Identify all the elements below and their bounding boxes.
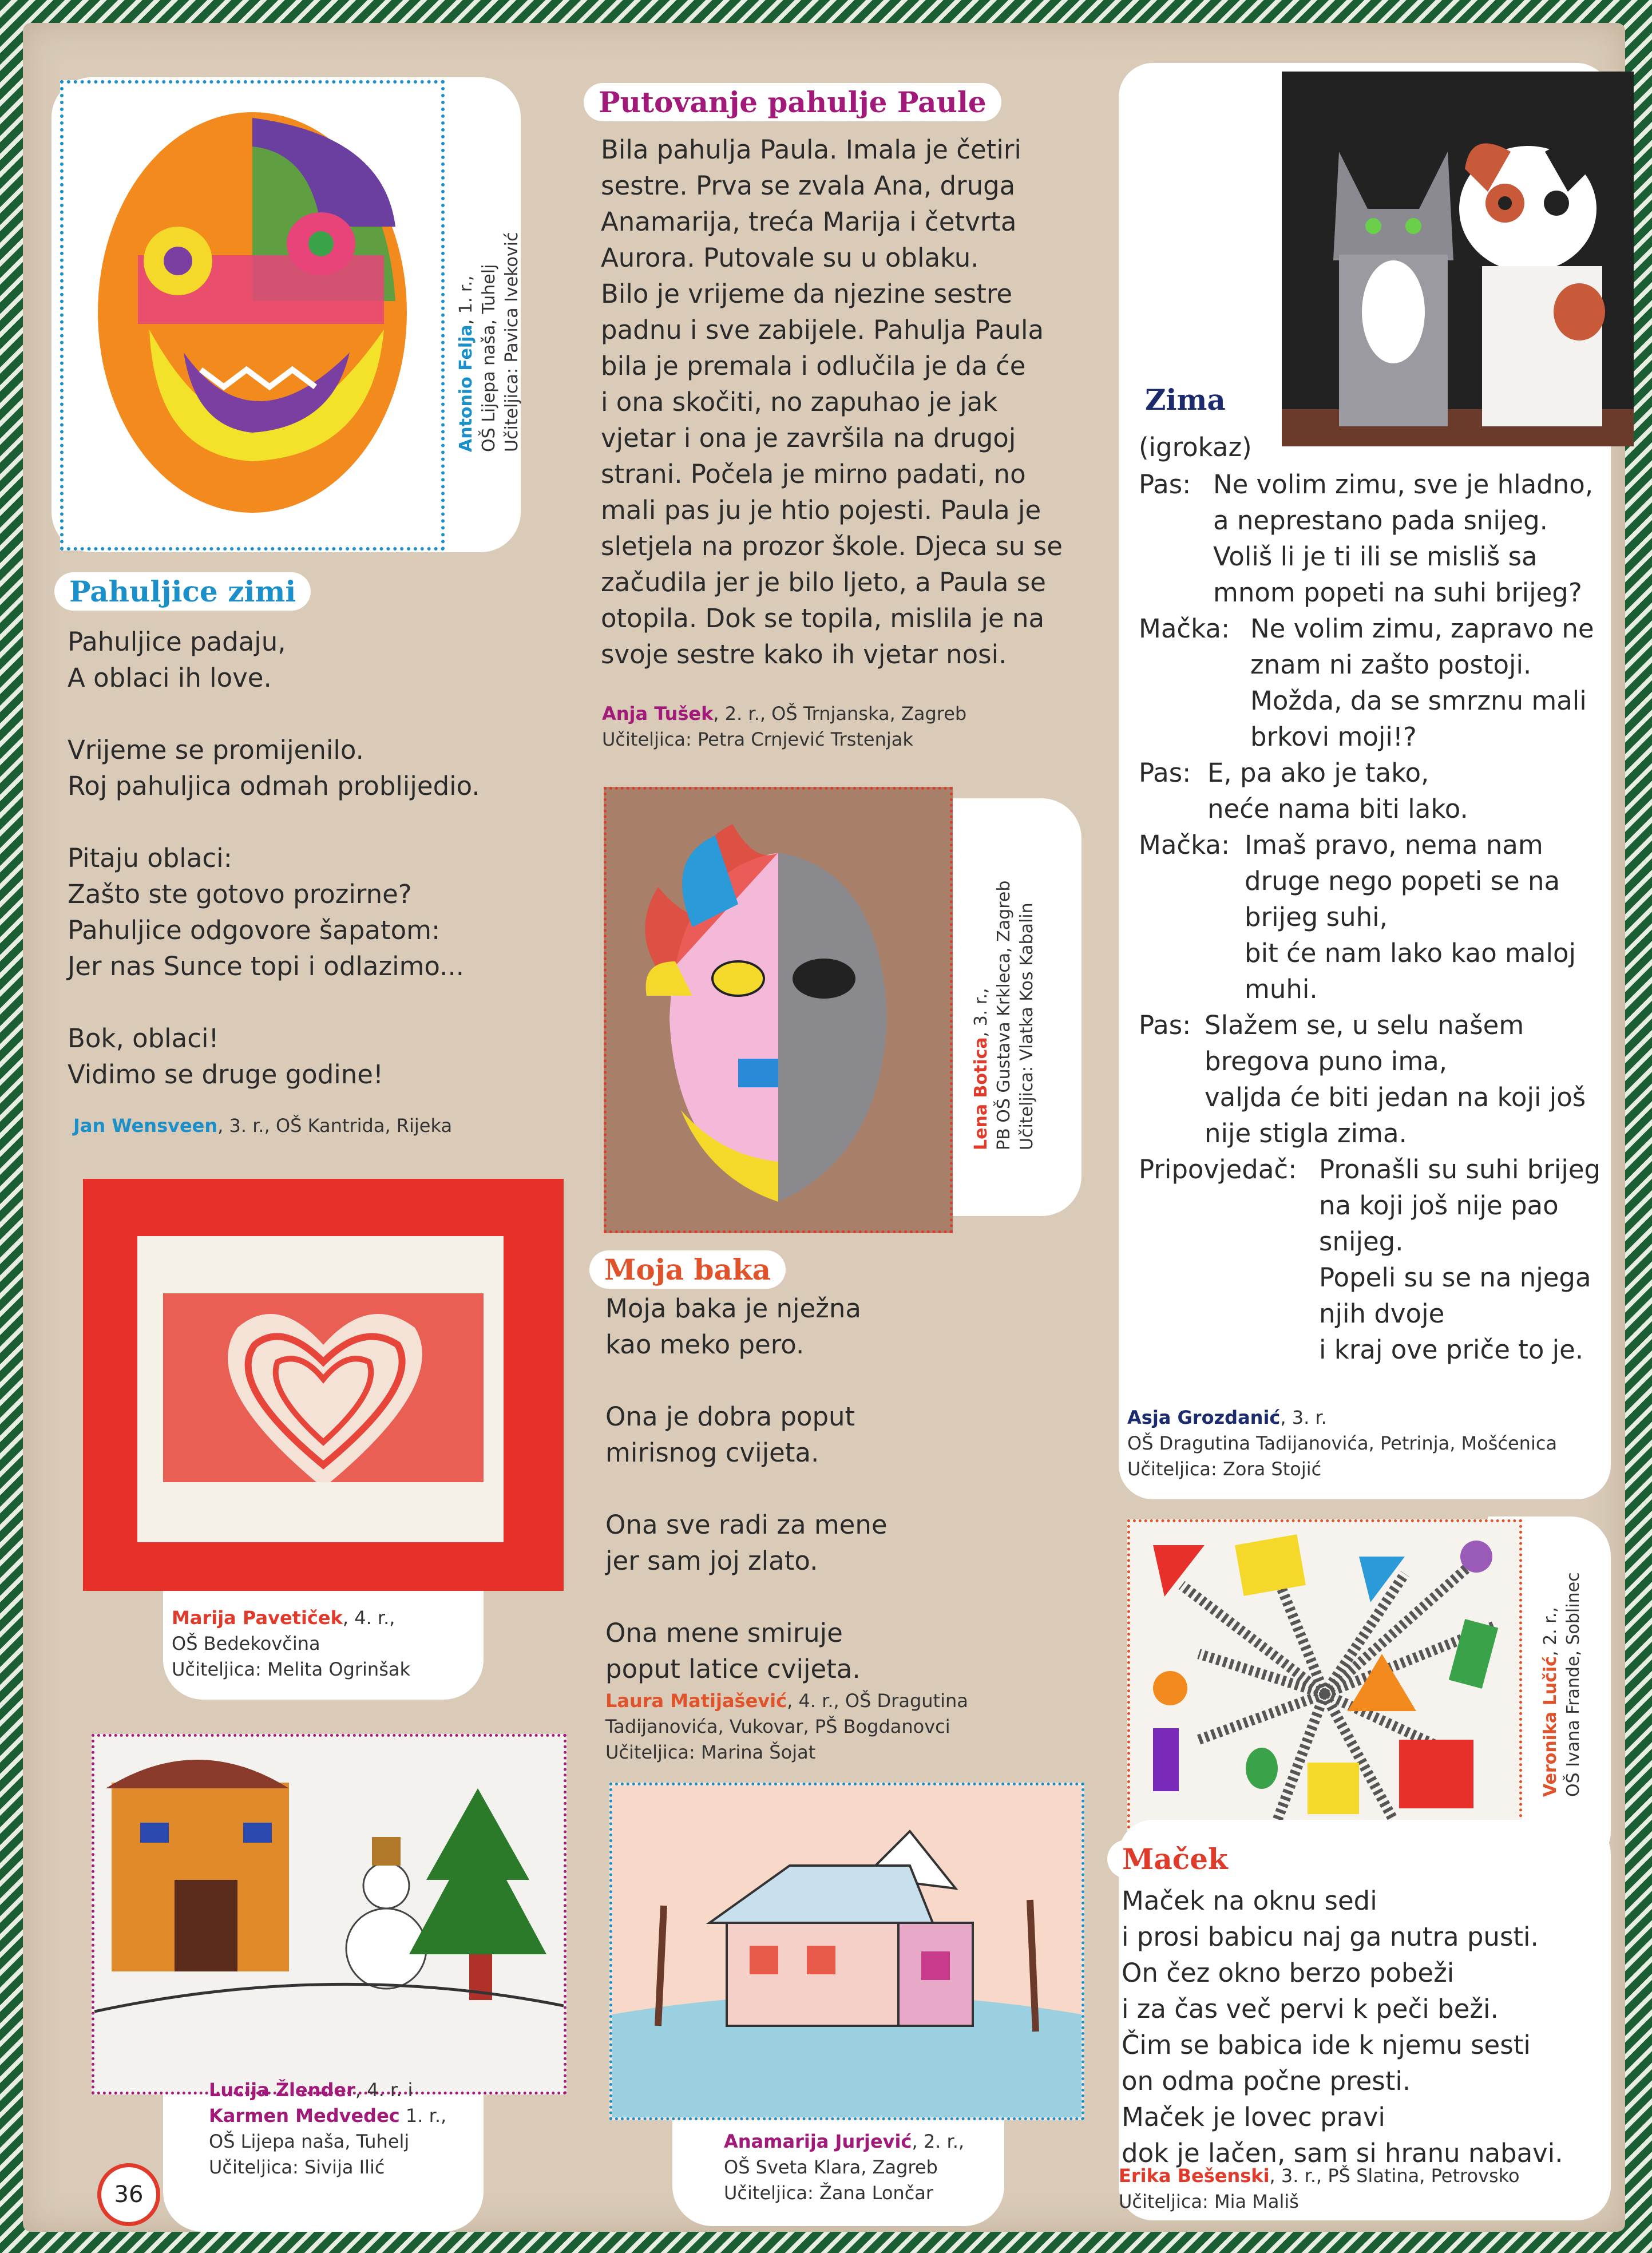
- speaker-pas-3: Pas:: [1139, 1010, 1191, 1040]
- speaker-macka-1: Mačka:: [1139, 613, 1230, 644]
- credit-veronika: Veronika Lučić, 2. r., OŠ Ivana Frande, Soblinec: [1540, 1572, 1583, 1797]
- credit-marija: Marija Pavetiček, 4. r., OŠ Bedekovčina Učiteljica: Melita Ogrinšak: [172, 1607, 411, 1680]
- artwork-marija-frame: [83, 1179, 564, 1591]
- speaker-pripovjedac: Pripovjedač:: [1139, 1154, 1297, 1185]
- line-6-1: Pronašli su suhi brijeg: [1319, 1154, 1601, 1185]
- artwork-anamarija-house: [612, 1785, 1081, 2117]
- artwork-lucija-winter: [94, 1737, 564, 2092]
- artwork-cat-dog-image: [1282, 72, 1634, 446]
- artwork-cat-dog: [1282, 72, 1634, 446]
- line-1-4: mnom popeti na suhi brijeg?: [1213, 577, 1582, 608]
- credit-erika: Erika Bešenski, 3. r., PŠ Slatina, Petrovsko Učiteljica: Mia Mališ: [1119, 2165, 1520, 2212]
- line-3-1: E, pa ako je tako,: [1207, 758, 1429, 788]
- credit-lena: Lena Botica, 3. r., PB OŠ Gustava Krkleca, Zagreb Učiteljica: Vlatka Kos Kabalin: [971, 880, 1037, 1150]
- line-1-3: Voliš li je ti ili se misliš sa: [1213, 541, 1538, 572]
- title-macek: Maček: [1107, 1840, 1243, 1878]
- story-putovanje-pahulje-paule: Bila pahulja Paula. Imala je četiri sestre. Prva se zvala Ana, druga Anamarija, treća Marija i četvrta Aurora. Putovale su u oblaku. Bilo je vrijeme da njezine sestre padnu i sve zabijele. Pahulja Paula bila je premala i odlučila je da će i ona skočiti, no zapuhao je jak vjetar i ona je završila na drugoj strani. Počela je mirno padati, no mali pas ju je htio pojesti. Paula je sletjela na prozor škole. Djeca su se začudila jer je bilo ljeto, a Paula se otopila. Dok se topila, mislila je na svoje sestre kako ih vjetar nosi.: [601, 134, 1063, 670]
- artwork-veronika-shapes: [1130, 1522, 1519, 1871]
- line-1-2: a neprestano pada snijeg.: [1213, 505, 1548, 536]
- credit-antonio: Antonio Felja, 1. r., OŠ Lijepa naša, Tuhelj Učiteljica: Pavica Iveković: [456, 232, 522, 452]
- line-6-3: snijeg.: [1319, 1226, 1404, 1257]
- credit-asja: Asja Grozdanić, 3. r. OŠ Dragutina Tadijanovića, Petrinja, Mošćenica Učiteljica: Zora Stojić: [1127, 1407, 1558, 1480]
- title-zima: Zima: [1130, 381, 1241, 419]
- line-6-4: Popeli su se na njega: [1319, 1262, 1591, 1293]
- credit-anamarija: Anamarija Jurjević, 2. r., OŠ Sveta Klara, Zagreb Učiteljica: Žana Lončar: [724, 2131, 965, 2204]
- poem-macek: Maček na oknu sedi i prosi babicu naj ga nutra pusti. On čez okno berzo pobeži i za čas več pervi k peči beži. Čim se babica ide k njemu sesti on odma počne presti. Maček je lovec pravi dok je lačen, sam si hranu nabavi.: [1122, 1886, 1563, 2168]
- line-2-2: znam ni zašto postoji.: [1250, 650, 1532, 680]
- speaker-pas-2: Pas:: [1139, 758, 1191, 788]
- line-6-6: i kraj ove priče to je.: [1319, 1335, 1584, 1365]
- line-5-2: bregova puno ima,: [1205, 1046, 1448, 1076]
- title-putovanje-pahulje-paule: Putovanje pahulje Paule: [584, 83, 1001, 121]
- line-4-4: bit će nam lako kao maloj: [1245, 938, 1576, 968]
- line-5-3: valjda će biti jedan na koji još: [1205, 1082, 1586, 1112]
- line-5-4: nije stigla zima.: [1205, 1118, 1407, 1149]
- dialogue-zima: [1139, 466, 1608, 1393]
- artwork-frame-lucija: [92, 1734, 566, 2094]
- speaker-pas-1: Pas:: [1139, 469, 1191, 500]
- poem-moja-baka: Moja baka je nježna kao meko pero. Ona je dobra poput mirisnog cvijeta. Ona sve radi za mene jer sam joj zlato. Ona mene smiruje poput latice cvijeta.: [605, 1293, 888, 1684]
- line-3-2: neće nama biti lako.: [1207, 794, 1468, 824]
- page-number: 36: [97, 2163, 160, 2226]
- poem-pahuljice-zimi: Pahuljice padaju, A oblaci ih love. Vrijeme se promijenilo. Roj pahuljica odmah problijedio. Pitaju oblaci: Zašto ste gotovo prozirne? Pahuljice odgovore šapatom: Jer nas Sunce topi i odlazimo... Bok, oblaci! Vidimo se druge godine!: [68, 627, 480, 1090]
- subtitle-igrokaz: (igrokaz): [1139, 432, 1252, 462]
- artwork-marija-heart: [83, 1179, 564, 1591]
- artwork-frame-anamarija: [609, 1783, 1084, 2120]
- title-moja-baka: Moja baka: [589, 1250, 786, 1289]
- title-pahuljice-zimi: Pahuljice zimi: [54, 572, 311, 611]
- line-4-1: Imaš pravo, nema nam: [1245, 830, 1543, 860]
- artwork-frame-lena: [604, 787, 953, 1233]
- line-4-5: muhi.: [1245, 974, 1318, 1004]
- credit-laura: Laura Matijašević, 4. r., OŠ Dragutina Tadijanovića, Vukovar, PŠ Bogdanovci Učiteljica: Marina Šojat: [605, 1690, 968, 1763]
- line-5-1: Slažem se, u selu našem: [1205, 1010, 1524, 1040]
- credit-lucija: Lucija Žlender, 4. r. i Karmen Medvedec 1. r., OŠ Lijepa naša, Tuhelj Učiteljica: Sivija Ilić: [209, 2079, 447, 2178]
- line-6-2: na koji još nije pao: [1319, 1190, 1559, 1221]
- artwork-antonio-face: [64, 84, 441, 547]
- speaker-macka-2: Mačka:: [1139, 830, 1230, 860]
- line-2-1: Ne volim zimu, zapravo ne: [1250, 613, 1594, 644]
- line-1-1: Ne volim zimu, sve je hladno,: [1213, 469, 1594, 500]
- line-4-3: brijeg suhi,: [1245, 902, 1388, 932]
- line-4-2: druge nego popeti se na: [1245, 866, 1560, 896]
- artwork-frame-antonio: [60, 80, 445, 551]
- line-2-3: Možda, da se smrznu mali: [1250, 686, 1587, 716]
- line-6-5: njih dvoje: [1319, 1298, 1445, 1329]
- credit-jan: Jan Wensveen, 3. r., OŠ Kantrida, Rijeka: [73, 1115, 453, 1137]
- line-2-4: brkovi moji!?: [1250, 722, 1417, 752]
- credit-anja: Anja Tušek, 2. r., OŠ Trnjanska, Zagreb Učiteljica: Petra Crnjević Trstenjak: [602, 703, 967, 750]
- artwork-lena-mask: [607, 790, 950, 1230]
